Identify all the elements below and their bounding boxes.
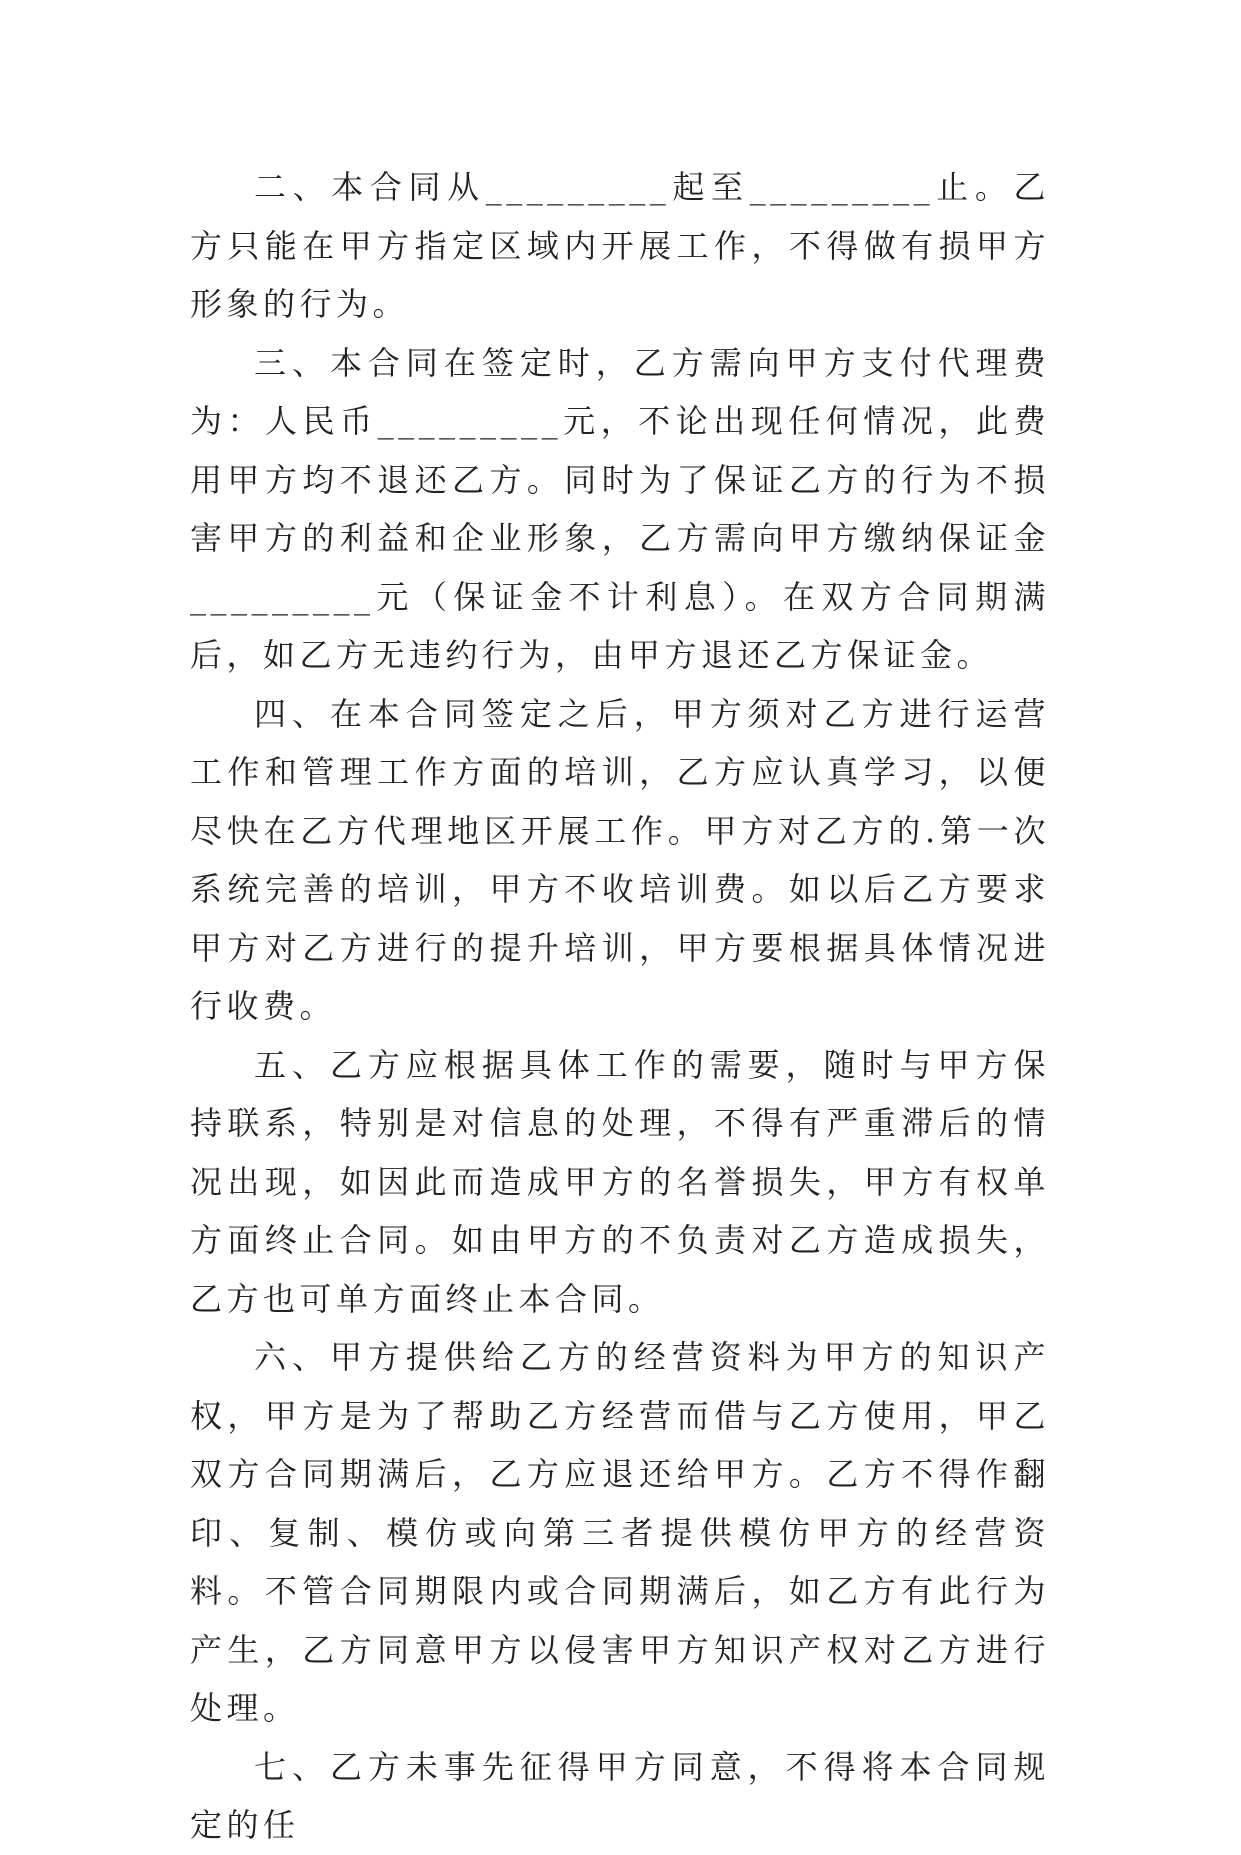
clause-2: 二、本合同从_________起至_________止。乙方只能在甲方指定区域内开展工作，不得做有损甲方形象的行为。 <box>190 168 1050 323</box>
clause-6: 六、甲方提供给乙方的经营资料为甲方的知识产权，甲方是为了帮助乙方经营而借与乙方使用，甲乙双方合同期满后，乙方应退还给甲方。乙方不得作翻印、复制、模仿或向第三者提供模仿甲方的经营资料。不管合同期限内或合同期满后，如乙方有此行为产生，乙方同意甲方以侵害甲方知识产权对乙方进行处理。 <box>190 1338 1050 1727</box>
clause-7: 七、乙方未事先征得甲方同意，不得将本合同规定的任 <box>190 1747 1050 1844</box>
document-page <box>190 158 1050 1855</box>
clause-4: 四、在本合同签定之后，甲方须对乙方进行运营工作和管理工作方面的培训，乙方应认真学习，以便尽快在乙方代理地区开展工作。甲方对乙方的.第一次系统完善的培训，甲方不收培训费。如以后乙方要求甲方对乙方进行的提升培训，甲方要根据具体情况进行收费。 <box>190 694 1050 1025</box>
clause-5: 五、乙方应根据具体工作的需要，随时与甲方保持联系，特别是对信息的处理，不得有严重滞后的情况出现，如因此而造成甲方的名誉损失，甲方有权单方面终止合同。如由甲方的不负责对乙方造成损失，乙方也可单方面终止本合同。 <box>190 1045 1050 1318</box>
clause-3: 三、本合同在签定时，乙方需向甲方支付代理费为：人民币_________元，不论出现任何情况，此费用甲方均不退还乙方。同时为了保证乙方的行为不损害甲方的利益和企业形象，乙方需向甲方缴纳保证金_________元（保证金不计利息）。在双方合同期满后，如乙方无违约行为，由甲方退还乙方保证金。 <box>190 343 1050 674</box>
